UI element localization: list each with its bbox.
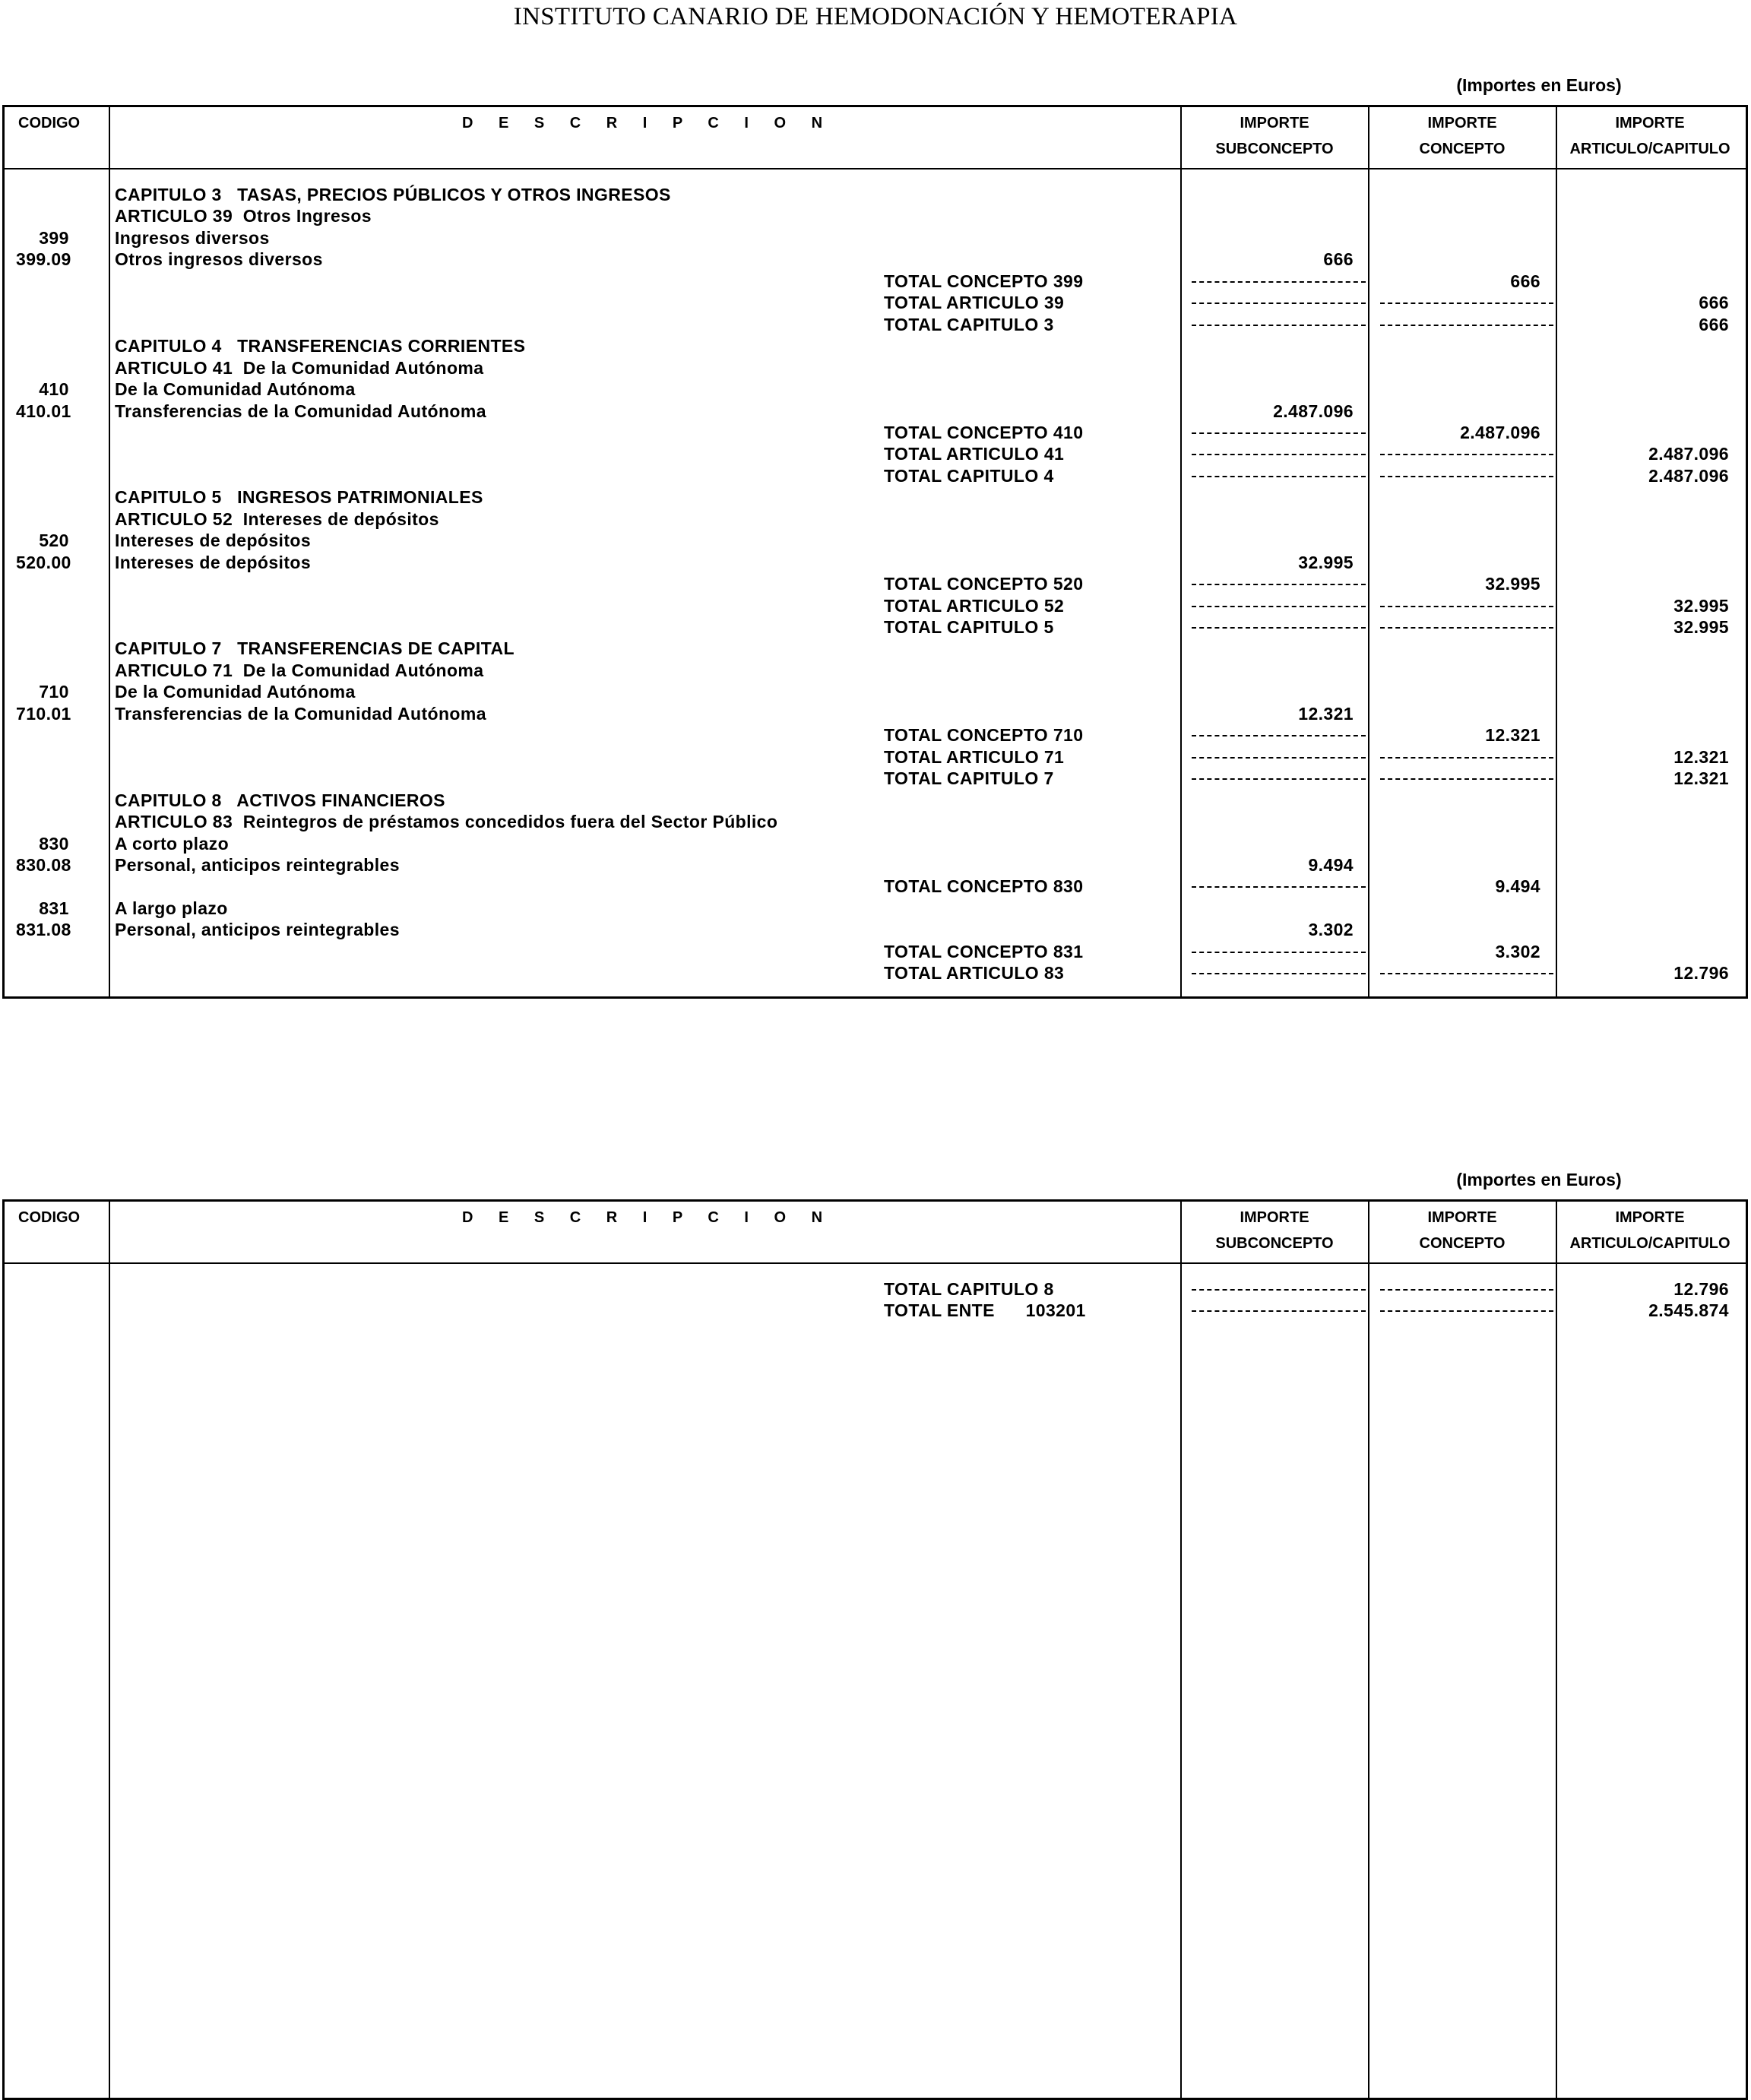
row-description: Intereses de depósitos	[115, 552, 312, 572]
currency-note: (Importes en Euros)	[1456, 1170, 1622, 1189]
row-code	[16, 573, 100, 594]
row-code	[16, 790, 100, 811]
table-row	[5, 205, 1746, 226]
table-row	[5, 422, 1746, 443]
row-code	[16, 1300, 100, 1321]
dashed-rule	[1192, 757, 1366, 759]
row-importe-articulo-capitulo: 2.487.096	[1648, 444, 1729, 464]
column-divider	[1180, 1202, 1182, 2098]
row-description: De la Comunidad Autónoma	[115, 379, 356, 400]
row-importe-concepto: 32.995	[1485, 574, 1540, 594]
table-row	[5, 898, 1746, 919]
table-row	[5, 681, 1746, 702]
table-row	[5, 616, 1746, 638]
row-description: Intereses de depósitos	[115, 531, 312, 551]
row-importe-subconcepto: 32.995	[1298, 552, 1354, 572]
row-description: Ingresos diversos	[115, 227, 270, 248]
table-row	[5, 1278, 1746, 1300]
row-importe-concepto: 3.302	[1495, 941, 1540, 961]
dashed-rule	[1192, 1289, 1366, 1291]
header-label: IMPORTE	[1240, 1209, 1309, 1226]
row-code: 830	[39, 833, 69, 854]
dashed-rule	[1192, 584, 1366, 585]
row-code: 399.09	[16, 249, 71, 270]
row-description: CAPITULO 8 ACTIVOS FINANCIEROS	[115, 790, 445, 810]
row-description: A corto plazo	[115, 833, 230, 854]
row-importe-concepto: 2.487.096	[1460, 422, 1540, 442]
row-importe-subconcepto: 3.302	[1308, 920, 1354, 940]
row-description: Transferencias de la Comunidad Autónoma	[115, 703, 486, 724]
column-divider	[1556, 1202, 1557, 2098]
table-row	[5, 703, 1746, 724]
table-row	[5, 379, 1746, 400]
row-description: CAPITULO 5 INGRESOS PATRIMONIALES	[115, 487, 483, 508]
row-code	[16, 486, 100, 508]
row-importe-subconcepto: 12.321	[1298, 703, 1354, 724]
table-row	[5, 508, 1746, 530]
table-row	[5, 854, 1746, 876]
dashed-rule	[1380, 757, 1553, 759]
column-divider	[1368, 1202, 1369, 2098]
dashed-rule	[1380, 778, 1553, 780]
row-importe-articulo-capitulo: 12.796	[1673, 1279, 1729, 1299]
table-row	[5, 768, 1746, 789]
budget-table-1	[2, 105, 1748, 999]
table-row	[5, 249, 1746, 270]
header-label: CONCEPTO	[1419, 141, 1506, 157]
table-row	[5, 443, 1746, 464]
row-importe-subconcepto: 2.487.096	[1273, 401, 1354, 421]
table-row	[5, 790, 1746, 811]
dashed-rule	[1380, 302, 1553, 304]
table-row	[5, 638, 1746, 659]
header-descripcion: D E S C R I P C I O N	[461, 115, 834, 131]
row-code	[16, 962, 100, 983]
page-title: INSTITUTO CANARIO DE HEMODONACIÓN Y HEMOTERAPIA	[513, 3, 1238, 30]
dashed-rule	[1192, 973, 1366, 974]
row-description: ARTICULO 39 Otros Ingresos	[115, 206, 372, 226]
header-label: IMPORTE	[1240, 115, 1309, 131]
dashed-rule	[1192, 606, 1366, 607]
header-label: ARTICULO/CAPITULO	[1569, 1235, 1730, 1252]
row-total-label: TOTAL ENTE 103201	[884, 1300, 1086, 1321]
row-importe-articulo-capitulo: 32.995	[1673, 617, 1729, 637]
row-code	[16, 357, 100, 379]
header-codigo: CODIGO	[18, 115, 81, 131]
row-total-label: TOTAL CONCEPTO 830	[884, 876, 1084, 897]
row-code: 710	[39, 682, 69, 702]
header-label: IMPORTE	[1427, 1209, 1497, 1226]
table-row	[5, 573, 1746, 594]
dashed-rule	[1192, 454, 1366, 455]
row-code: 410	[39, 379, 69, 400]
row-total-label: TOTAL CONCEPTO 520	[884, 574, 1084, 594]
row-code	[16, 876, 100, 897]
row-importe-articulo-capitulo: 12.796	[1673, 963, 1729, 983]
dashed-rule	[1192, 735, 1366, 736]
table-row	[5, 465, 1746, 486]
row-code	[16, 465, 100, 486]
dashed-rule	[1380, 973, 1553, 974]
row-code: 520.00	[16, 552, 71, 572]
dashed-rule	[1192, 325, 1366, 326]
dashed-rule	[1192, 432, 1366, 434]
row-total-label: TOTAL ARTICULO 41	[884, 444, 1065, 464]
header-label: IMPORTE	[1615, 1209, 1685, 1226]
row-code: 410.01	[16, 401, 71, 421]
header-importe-subconcepto	[1182, 110, 1367, 162]
row-description: Otros ingresos diversos	[115, 249, 323, 270]
dashed-rule	[1380, 454, 1553, 455]
table-row	[5, 401, 1746, 422]
table-row	[5, 335, 1746, 356]
table-row	[5, 876, 1746, 897]
header-label: CONCEPTO	[1419, 1235, 1506, 1252]
row-code	[16, 638, 100, 659]
table-row	[5, 595, 1746, 616]
budget-table-2	[2, 1199, 1748, 2100]
row-total-label: TOTAL ARTICULO 39	[884, 293, 1065, 313]
header-label: SUBCONCEPTO	[1215, 1235, 1334, 1252]
header-descripcion: D E S C R I P C I O N	[461, 1209, 834, 1226]
header-codigo: CODIGO	[18, 1209, 81, 1226]
header-importe-subconcepto	[1182, 1205, 1367, 1256]
row-description: ARTICULO 71 De la Comunidad Autónoma	[115, 660, 484, 680]
row-description: ARTICULO 41 De la Comunidad Autónoma	[115, 357, 484, 378]
dashed-rule	[1192, 886, 1366, 888]
currency-note: (Importes en Euros)	[1456, 75, 1622, 95]
row-code	[16, 746, 100, 768]
row-code: 710.01	[16, 703, 71, 724]
row-code: 520	[39, 531, 69, 551]
row-code	[16, 205, 100, 226]
dashed-rule	[1380, 1310, 1553, 1312]
row-total-label: TOTAL CONCEPTO 399	[884, 271, 1084, 291]
row-code	[16, 271, 100, 292]
row-importe-articulo-capitulo: 32.995	[1673, 595, 1729, 616]
header-label: IMPORTE	[1427, 115, 1497, 131]
row-description: Transferencias de la Comunidad Autónoma	[115, 401, 486, 421]
row-code	[16, 724, 100, 746]
row-total-label: TOTAL ARTICULO 71	[884, 746, 1065, 767]
dashed-rule	[1192, 476, 1366, 477]
dashed-rule	[1380, 476, 1553, 477]
row-code: 831.08	[16, 920, 71, 940]
row-total-label: TOTAL CONCEPTO 831	[884, 941, 1084, 961]
table-row	[5, 811, 1746, 832]
row-code: 399	[39, 227, 69, 248]
row-importe-subconcepto: 9.494	[1308, 854, 1354, 875]
row-code: 830.08	[16, 854, 71, 875]
row-code	[16, 292, 100, 313]
row-code	[16, 508, 100, 530]
row-code	[16, 811, 100, 832]
table-row	[5, 552, 1746, 573]
row-code	[16, 1278, 100, 1300]
dashed-rule	[1192, 952, 1366, 953]
table-row	[5, 941, 1746, 962]
row-total-label: TOTAL CAPITULO 3	[884, 314, 1054, 334]
row-total-label: TOTAL ARTICULO 52	[884, 595, 1065, 616]
table-row	[5, 184, 1746, 205]
row-importe-articulo-capitulo: 666	[1699, 293, 1729, 313]
row-code	[16, 314, 100, 335]
row-total-label: TOTAL ARTICULO 83	[884, 963, 1065, 983]
dashed-rule	[1192, 1310, 1366, 1312]
row-total-label: TOTAL CONCEPTO 410	[884, 422, 1084, 442]
table-row	[5, 530, 1746, 551]
row-importe-articulo-capitulo: 2.545.874	[1648, 1300, 1729, 1321]
dashed-rule	[1380, 606, 1553, 607]
table-row	[5, 227, 1746, 249]
header-importe-articulo-capitulo	[1557, 110, 1743, 162]
row-description: Personal, anticipos reintegrables	[115, 920, 400, 940]
row-importe-articulo-capitulo: 12.321	[1673, 746, 1729, 767]
dashed-rule	[1380, 1289, 1553, 1291]
row-description: A largo plazo	[115, 898, 228, 918]
table-row	[5, 271, 1746, 292]
header-label: IMPORTE	[1615, 115, 1685, 131]
header-importe-concepto	[1369, 110, 1555, 162]
dashed-rule	[1192, 778, 1366, 780]
table-row	[5, 962, 1746, 983]
row-importe-concepto: 666	[1510, 271, 1540, 291]
row-description: CAPITULO 3 TASAS, PRECIOS PÚBLICOS Y OTROS INGRESOS	[115, 185, 671, 204]
table-row	[5, 833, 1746, 854]
table-row	[5, 919, 1746, 940]
row-total-label: TOTAL CAPITULO 8	[884, 1279, 1054, 1299]
table-row	[5, 357, 1746, 379]
row-description: ARTICULO 52 Intereses de depósitos	[115, 508, 439, 529]
header-label: ARTICULO/CAPITULO	[1569, 141, 1730, 157]
column-divider	[109, 1202, 110, 2098]
row-code	[16, 616, 100, 638]
table-row	[5, 486, 1746, 508]
table-row	[5, 746, 1746, 768]
header-label: SUBCONCEPTO	[1215, 141, 1334, 157]
row-code	[16, 595, 100, 616]
row-importe-concepto: 12.321	[1485, 725, 1540, 746]
header-importe-articulo-capitulo	[1557, 1205, 1743, 1256]
table-row	[5, 724, 1746, 746]
row-importe-subconcepto: 666	[1323, 249, 1354, 270]
table-row	[5, 292, 1746, 313]
dashed-rule	[1380, 627, 1553, 629]
row-code	[16, 422, 100, 443]
row-code: 831	[39, 898, 69, 918]
table-row	[5, 314, 1746, 335]
row-total-label: TOTAL CAPITULO 4	[884, 465, 1054, 486]
row-code	[16, 768, 100, 789]
table-row	[5, 1300, 1746, 1321]
row-description: De la Comunidad Autónoma	[115, 682, 356, 702]
row-total-label: TOTAL CAPITULO 5	[884, 617, 1054, 637]
dashed-rule	[1192, 302, 1366, 304]
row-importe-concepto: 9.494	[1495, 876, 1540, 897]
row-code	[16, 443, 100, 464]
row-description: Personal, anticipos reintegrables	[115, 854, 400, 875]
row-importe-articulo-capitulo: 12.321	[1673, 768, 1729, 789]
row-description: ARTICULO 83 Reintegros de préstamos concedidos fuera del Sector Público	[115, 812, 778, 832]
row-code	[16, 660, 100, 681]
header-divider	[5, 168, 1746, 169]
dashed-rule	[1192, 627, 1366, 629]
row-importe-articulo-capitulo: 666	[1699, 314, 1729, 334]
table-row	[5, 660, 1746, 681]
header-importe-concepto	[1369, 1205, 1555, 1256]
row-total-label: TOTAL CAPITULO 7	[884, 768, 1054, 789]
row-code	[16, 335, 100, 356]
row-description: CAPITULO 7 TRANSFERENCIAS DE CAPITAL	[115, 638, 515, 659]
row-importe-articulo-capitulo: 2.487.096	[1648, 465, 1729, 486]
header-divider	[5, 1262, 1746, 1264]
dashed-rule	[1380, 325, 1553, 326]
dashed-rule	[1192, 281, 1366, 283]
row-description: CAPITULO 4 TRANSFERENCIAS CORRIENTES	[115, 336, 526, 356]
row-total-label: TOTAL CONCEPTO 710	[884, 725, 1084, 746]
row-code	[16, 184, 100, 205]
row-code	[16, 941, 100, 962]
